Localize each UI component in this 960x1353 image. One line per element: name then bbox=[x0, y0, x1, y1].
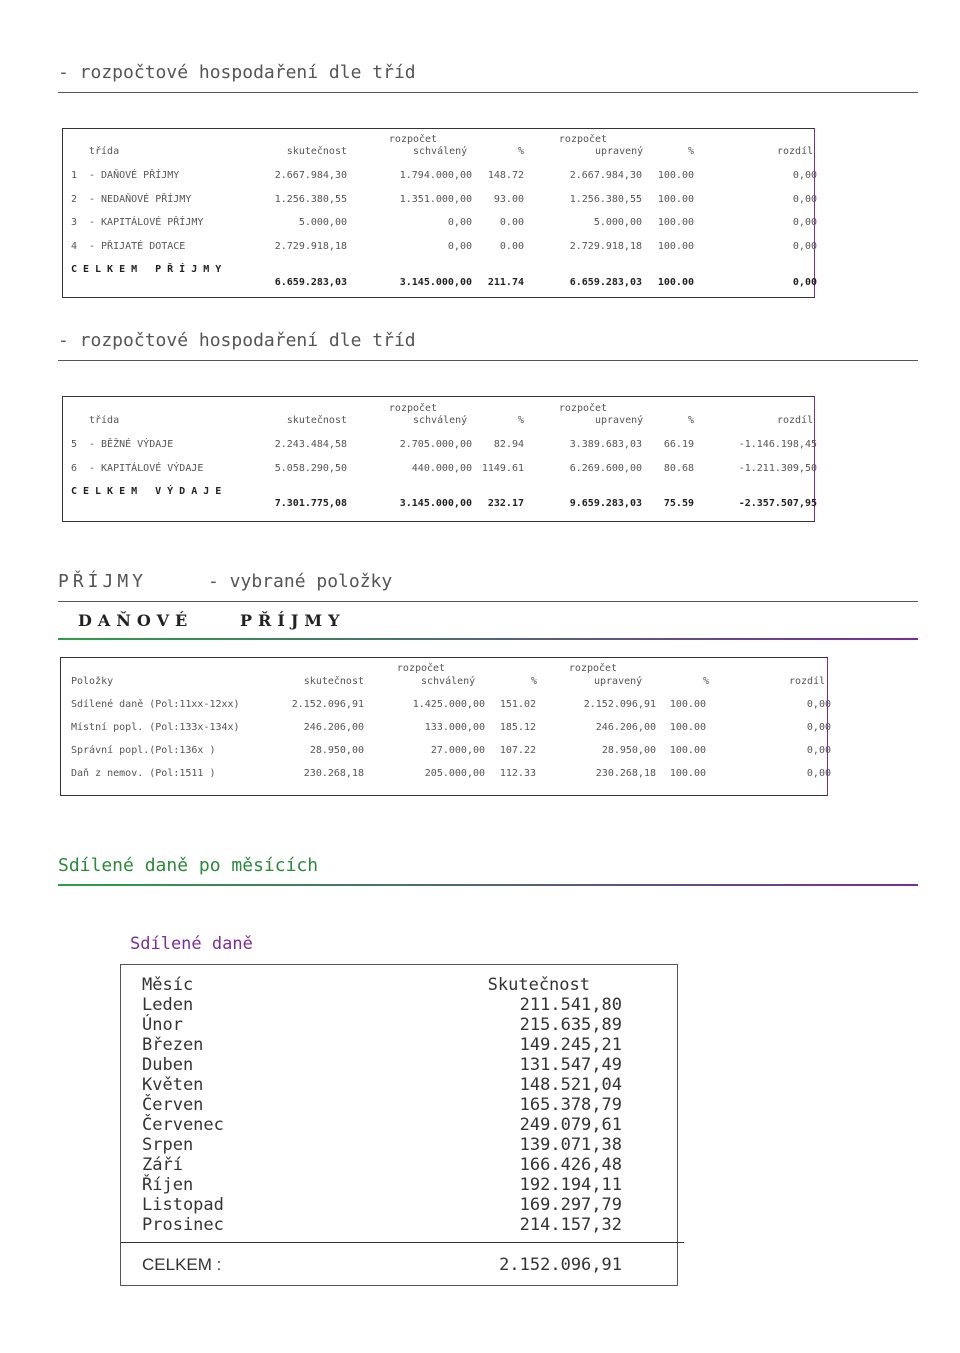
total-schvaleny: 3.145.000,00 bbox=[399, 277, 472, 288]
row-name: - NEDAŇOVÉ PŘÍJMY bbox=[89, 194, 192, 205]
row-rozdil: 0,00 bbox=[792, 194, 817, 205]
month-name: Říjen bbox=[142, 1175, 194, 1195]
row-pct-2: 100.00 bbox=[657, 241, 694, 252]
row-schvaleny: 0,00 bbox=[447, 241, 472, 252]
row-rozdil: 0,00 bbox=[806, 699, 831, 710]
total-label: CELKEM PŘÍJMY bbox=[71, 264, 228, 275]
row-pct-1: 0.00 bbox=[499, 217, 524, 228]
row-skutecnost: 5.000,00 bbox=[298, 217, 347, 228]
row-skutecnost: 1.256.380,55 bbox=[274, 194, 347, 205]
section2-rule bbox=[58, 360, 918, 361]
total-rozdil: -2.357.507,95 bbox=[738, 498, 817, 509]
row-num: 4 bbox=[71, 241, 78, 252]
header-schvaleny: schválený bbox=[421, 676, 476, 687]
row-schvaleny: 1.351.000,00 bbox=[399, 194, 472, 205]
month-value: 192.194,11 bbox=[519, 1175, 622, 1195]
prijmy-subtitle: - vybrané položky bbox=[208, 571, 393, 592]
month-name: Červenec bbox=[142, 1115, 224, 1135]
row-name: - KAPITÁLOVÉ VÝDAJE bbox=[89, 463, 204, 474]
row-upraveny: 2.729.918,18 bbox=[569, 241, 642, 252]
header-pct-1: % bbox=[518, 146, 525, 157]
row-pct-1: 148.72 bbox=[487, 170, 524, 181]
row-upraveny: 2.152.096,91 bbox=[583, 699, 656, 710]
row-upraveny: 28.950,00 bbox=[601, 745, 656, 756]
header-rozpocet-1: rozpočet bbox=[388, 403, 438, 414]
header-trida: třída bbox=[89, 146, 120, 157]
month-value: 131.547,49 bbox=[519, 1055, 622, 1075]
row-skutecnost: 2.667.984,30 bbox=[274, 170, 347, 181]
total-label: CELKEM : bbox=[142, 1255, 222, 1274]
header-skutecnost: skutečnost bbox=[303, 676, 364, 687]
row-upraveny: 2.667.984,30 bbox=[569, 170, 642, 181]
row-pct-2: 100.00 bbox=[669, 768, 706, 779]
section1-table bbox=[62, 128, 815, 298]
row-name: Sdílené daně (Pol:11xx-12xx) bbox=[71, 699, 240, 710]
header-pct-2: % bbox=[688, 415, 695, 426]
row-pct-2: 100.00 bbox=[669, 699, 706, 710]
header-rozdil: rozdíl bbox=[789, 676, 826, 687]
month-name: Srpen bbox=[142, 1135, 194, 1155]
row-name: Místní popl. (Pol:133x-134x) bbox=[71, 722, 240, 733]
row-rozdil: 0,00 bbox=[792, 217, 817, 228]
total-pct-2: 75.59 bbox=[663, 498, 694, 509]
month-value: 148.521,04 bbox=[519, 1075, 622, 1095]
row-pct-2: 100.00 bbox=[657, 170, 694, 181]
row-schvaleny: 205.000,00 bbox=[424, 768, 485, 779]
total-label: CELKEM VÝDAJE bbox=[71, 486, 228, 497]
header-schvaleny: schválený bbox=[413, 415, 468, 426]
section3-color-rule bbox=[58, 638, 918, 640]
row-schvaleny: 133.000,00 bbox=[424, 722, 485, 733]
month-value: 249.079,61 bbox=[519, 1115, 622, 1135]
header-schvaleny: schválený bbox=[413, 146, 468, 157]
prijmy-bold-title: PŘÍJMY bbox=[240, 611, 346, 630]
row-name: - KAPITÁLOVÉ PŘÍJMY bbox=[89, 217, 204, 228]
row-upraveny: 5.000,00 bbox=[593, 217, 642, 228]
month-name: Květen bbox=[142, 1075, 204, 1095]
row-pct-2: 66.19 bbox=[663, 439, 694, 450]
header-pct-1: % bbox=[531, 676, 538, 687]
section2-heading: - rozpočtové hospodaření dle tříd bbox=[58, 330, 416, 351]
total-rozdil: 0,00 bbox=[792, 277, 817, 288]
row-name: - BĚŽNÉ VÝDAJE bbox=[89, 439, 174, 450]
section1-heading: - rozpočtové hospodaření dle tříd bbox=[58, 62, 416, 83]
total-pct-1: 232.17 bbox=[487, 498, 524, 509]
row-rozdil: -1.146.198,45 bbox=[738, 439, 817, 450]
header-pct-2: % bbox=[688, 146, 695, 157]
row-pct-1: 82.94 bbox=[493, 439, 524, 450]
row-rozdil: 0,00 bbox=[806, 768, 831, 779]
row-rozdil: 0,00 bbox=[792, 241, 817, 252]
row-num: 3 bbox=[71, 217, 78, 228]
month-name: Listopad bbox=[142, 1195, 224, 1215]
total-pct-1: 211.74 bbox=[487, 277, 524, 288]
header-polozky: Položky bbox=[71, 676, 114, 687]
row-pct-2: 80.68 bbox=[663, 463, 694, 474]
total-divider bbox=[121, 1242, 684, 1243]
row-schvaleny: 1.425.000,00 bbox=[412, 699, 485, 710]
row-rozdil: 0,00 bbox=[806, 722, 831, 733]
row-upraveny: 230.268,18 bbox=[595, 768, 656, 779]
month-value: 165.378,79 bbox=[519, 1095, 622, 1115]
header-mesic: Měsíc bbox=[142, 975, 194, 995]
row-pct-2: 100.00 bbox=[669, 745, 706, 756]
row-pct-1: 93.00 bbox=[493, 194, 524, 205]
header-skutecnost: skutečnost bbox=[286, 146, 347, 157]
month-value: 166.426,48 bbox=[519, 1155, 622, 1175]
row-schvaleny: 440.000,00 bbox=[411, 463, 472, 474]
row-skutecnost: 28.950,00 bbox=[309, 745, 364, 756]
row-upraveny: 6.269.600,00 bbox=[569, 463, 642, 474]
row-pct-1: 112.33 bbox=[499, 768, 536, 779]
row-skutecnost: 246.206,00 bbox=[303, 722, 364, 733]
total-upraveny: 9.659.283,03 bbox=[569, 498, 642, 509]
row-pct-1: 185.12 bbox=[499, 722, 536, 733]
row-skutecnost: 230.268,18 bbox=[303, 768, 364, 779]
row-upraveny: 3.389.683,03 bbox=[569, 439, 642, 450]
month-name: Září bbox=[142, 1155, 183, 1175]
row-name: - PŘIJATÉ DOTACE bbox=[89, 241, 186, 252]
row-pct-2: 100.00 bbox=[657, 217, 694, 228]
row-upraveny: 1.256.380,55 bbox=[569, 194, 642, 205]
header-rozpocet-2: rozpočet bbox=[558, 134, 608, 145]
header-trida: třída bbox=[89, 415, 120, 426]
month-value: 139.071,38 bbox=[519, 1135, 622, 1155]
month-name: Leden bbox=[142, 995, 194, 1015]
row-rozdil: 0,00 bbox=[792, 170, 817, 181]
header-skutecnost: skutečnost bbox=[286, 415, 347, 426]
header-rozdil: rozdíl bbox=[777, 146, 814, 157]
row-num: 6 bbox=[71, 463, 78, 474]
sdilene-dane-heading: Sdílené daně po měsících bbox=[58, 855, 319, 876]
header-rozpocet-1: rozpočet bbox=[396, 663, 446, 674]
total-schvaleny: 3.145.000,00 bbox=[399, 498, 472, 509]
row-pct-2: 100.00 bbox=[657, 194, 694, 205]
row-pct-1: 107.22 bbox=[499, 745, 536, 756]
section4-color-rule bbox=[58, 884, 918, 886]
row-skutecnost: 5.058.290,50 bbox=[274, 463, 347, 474]
row-num: 2 bbox=[71, 194, 78, 205]
row-upraveny: 246.206,00 bbox=[595, 722, 656, 733]
row-pct-1: 0.00 bbox=[499, 241, 524, 252]
header-rozpocet-2: rozpočet bbox=[558, 403, 608, 414]
total-pct-2: 100.00 bbox=[657, 277, 694, 288]
month-name: Březen bbox=[142, 1035, 204, 1055]
row-name: Daň z nemov. (Pol:1511 ) bbox=[71, 768, 216, 779]
header-upraveny: upravený bbox=[595, 415, 644, 426]
month-name: Únor bbox=[142, 1015, 183, 1035]
total-skutecnost: 6.659.283,03 bbox=[274, 277, 347, 288]
total-value: 2.152.096,91 bbox=[499, 1255, 622, 1275]
header-skutecnost: Skutečnost bbox=[487, 975, 590, 995]
row-pct-1: 1149.61 bbox=[481, 463, 524, 474]
sdilene-dane-subheading: Sdílené daně bbox=[130, 934, 253, 954]
row-rozdil: -1.211.309,50 bbox=[738, 463, 817, 474]
section2-table bbox=[62, 396, 815, 522]
header-upraveny: upravený bbox=[595, 146, 644, 157]
header-rozdil: rozdíl bbox=[777, 415, 814, 426]
header-pct-1: % bbox=[518, 415, 525, 426]
section1-rule bbox=[58, 92, 918, 93]
section3-table bbox=[60, 657, 831, 796]
month-value: 149.245,21 bbox=[519, 1035, 622, 1055]
total-upraveny: 6.659.283,03 bbox=[569, 277, 642, 288]
row-schvaleny: 0,00 bbox=[447, 217, 472, 228]
month-value: 211.541,80 bbox=[519, 995, 622, 1015]
row-schvaleny: 27.000,00 bbox=[430, 745, 485, 756]
row-num: 5 bbox=[71, 439, 78, 450]
month-name: Duben bbox=[142, 1055, 194, 1075]
row-schvaleny: 1.794.000,00 bbox=[399, 170, 472, 181]
month-value: 169.297,79 bbox=[519, 1195, 622, 1215]
row-skutecnost: 2.729.918,18 bbox=[274, 241, 347, 252]
row-skutecnost: 2.152.096,91 bbox=[291, 699, 364, 710]
month-name: Červen bbox=[142, 1095, 204, 1115]
row-num: 1 bbox=[71, 170, 78, 181]
section3-rule bbox=[58, 601, 918, 602]
total-skutecnost: 7.301.775,08 bbox=[274, 498, 347, 509]
month-value: 215.635,89 bbox=[519, 1015, 622, 1035]
row-name: - DAŇOVÉ PŘÍJMY bbox=[89, 170, 180, 181]
header-rozpocet-2: rozpočet bbox=[568, 663, 618, 674]
row-rozdil: 0,00 bbox=[806, 745, 831, 756]
row-skutecnost: 2.243.484,58 bbox=[274, 439, 347, 450]
header-rozpocet-1: rozpočet bbox=[388, 134, 438, 145]
danove-title: DAŇOVÉ bbox=[78, 611, 194, 630]
month-name: Prosinec bbox=[142, 1215, 224, 1235]
header-upraveny: upravený bbox=[594, 676, 643, 687]
row-schvaleny: 2.705.000,00 bbox=[399, 439, 472, 450]
month-value: 214.157,32 bbox=[519, 1215, 622, 1235]
prijmy-title: PŘÍJMY bbox=[58, 571, 148, 592]
row-pct-1: 151.02 bbox=[499, 699, 536, 710]
row-name: Správní popl.(Pol:136x ) bbox=[71, 745, 216, 756]
row-pct-2: 100.00 bbox=[669, 722, 706, 733]
header-pct-2: % bbox=[703, 676, 710, 687]
